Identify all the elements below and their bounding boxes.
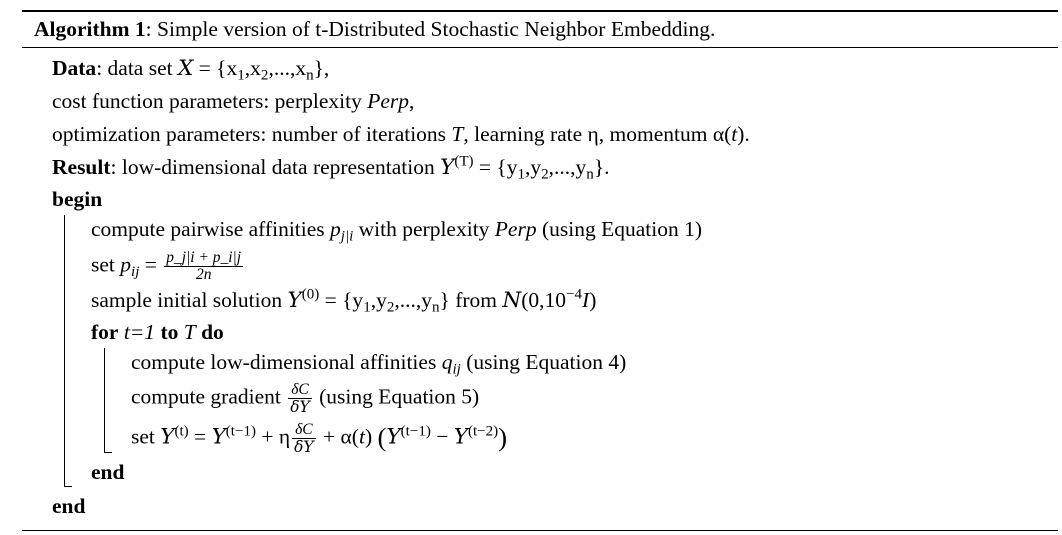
paren: )	[498, 421, 508, 452]
paren: (	[377, 421, 387, 452]
set-body: ,...,x	[268, 56, 307, 80]
end-keyword: end	[52, 494, 86, 518]
set-body: = {y	[473, 155, 518, 179]
t-symbol: t	[731, 122, 738, 146]
set-symbol-x: X	[177, 56, 194, 81]
subscript: n	[306, 67, 314, 84]
optimization-line	[52, 120, 750, 148]
subscript: n	[432, 299, 440, 316]
step-text: )	[589, 288, 597, 312]
set-body: }.	[593, 155, 610, 179]
end-begin-line	[52, 492, 85, 520]
subscript: ij	[131, 264, 140, 281]
top-rule	[22, 10, 1058, 12]
fraction-numerator: p_j|i + p_i|j	[166, 249, 242, 266]
superscript: (t−1)	[225, 423, 256, 440]
superscript: (0)	[301, 286, 320, 303]
end-keyword: end	[91, 460, 125, 484]
N-symbol: N	[502, 288, 522, 313]
caption-rule	[22, 47, 1058, 48]
set-body: ,y	[370, 288, 387, 312]
subscript: j|i	[340, 228, 354, 245]
Y-symbol: Y	[160, 424, 175, 450]
subscript: 1	[237, 67, 245, 84]
Y-symbol: Y	[211, 424, 226, 450]
for-line	[91, 318, 224, 346]
step-text: compute pairwise affinities	[91, 217, 331, 241]
fraction-denominator: δY	[294, 438, 314, 457]
step-text: set	[91, 252, 121, 277]
loop-variable: t=1	[123, 320, 156, 344]
opt-text: , learning rate η, momentum α(	[463, 122, 732, 146]
pij-fraction	[164, 250, 243, 284]
q-symbol: q	[441, 350, 453, 374]
step-update	[131, 421, 508, 457]
step-text: with perplexity	[353, 217, 495, 241]
opt-text: ).	[737, 122, 750, 146]
subscript: ij	[452, 361, 461, 378]
subscript: 2	[541, 166, 549, 183]
p-symbol: p	[330, 217, 341, 241]
perp-symbol: Perp	[367, 89, 410, 113]
subscript: 1	[517, 166, 526, 183]
begin-line	[52, 185, 102, 213]
for-scope-bar	[104, 348, 105, 453]
to-keyword: to	[160, 320, 179, 344]
fraction-denominator: 2n	[195, 266, 212, 284]
data-text: : data set	[96, 56, 178, 80]
Y-symbol: Y	[453, 424, 468, 450]
for-keyword: for	[91, 320, 119, 344]
step-text: )	[364, 424, 373, 449]
I-symbol: I	[582, 288, 590, 312]
begin-keyword: begin	[52, 187, 103, 211]
set-body: = {y	[319, 288, 364, 312]
do-keyword: do	[201, 320, 224, 344]
set-body: ,x	[244, 56, 261, 80]
algorithm-caption	[34, 15, 715, 43]
step-text: (using Equation 1)	[536, 217, 703, 241]
bottom-rule	[22, 530, 1058, 531]
cost-line	[52, 87, 414, 115]
end-for-line	[91, 458, 124, 486]
step-text: (0,10	[521, 288, 567, 312]
data-keyword: Data	[52, 56, 97, 80]
step-compute-low-dim	[131, 348, 626, 376]
algorithm-label: Algorithm 1	[34, 17, 146, 41]
set-body: ,...,y	[548, 155, 587, 179]
fraction-numerator: δC	[292, 422, 316, 439]
cost-text: ,	[409, 89, 415, 113]
equals: =	[188, 424, 212, 449]
p-symbol: p	[120, 252, 132, 277]
subscript: 2	[260, 67, 269, 84]
superscript: (T)	[454, 153, 474, 170]
step-text: sample initial solution	[91, 288, 288, 312]
step-compute-gradient	[131, 381, 480, 417]
Y-symbol: Y	[287, 288, 302, 313]
step-text: compute low-dimensional affinities	[131, 350, 442, 374]
superscript: (t)	[174, 423, 189, 440]
set-body: },	[313, 56, 330, 80]
T-symbol: T	[183, 320, 196, 344]
step-text: (using Equation 4)	[460, 350, 627, 374]
algorithm-title: : Simple version of t-Distributed Stochastic Neighbor Embedding.	[145, 17, 716, 41]
step-text: compute gradient	[131, 384, 287, 409]
set-body: ,...,y	[394, 288, 432, 312]
equals: =	[139, 252, 163, 277]
step-text: −	[430, 424, 454, 449]
step-text: } from	[439, 288, 503, 312]
fraction-numerator: δC	[288, 382, 312, 399]
Y-symbol: Y	[440, 155, 455, 180]
step-text: (using Equation 5)	[313, 384, 480, 409]
scope-tick	[64, 486, 72, 487]
perp-symbol: Perp	[494, 217, 537, 241]
superscript: (t−2)	[467, 423, 499, 440]
result-line	[52, 153, 610, 181]
subscript: n	[586, 166, 594, 183]
superscript: (t−1)	[400, 423, 431, 440]
result-text: : low-dimensional data representation	[110, 155, 441, 179]
step-text: + α(	[317, 424, 359, 449]
set-body: = {x	[193, 56, 238, 80]
T-symbol: T	[451, 122, 464, 146]
opt-text: optimization parameters: number of iterations	[52, 122, 452, 146]
step-text: + η	[255, 424, 291, 449]
set-body: ,y	[525, 155, 542, 179]
data-line	[52, 54, 329, 82]
gradient-fraction	[288, 382, 312, 416]
step-compute-pairwise	[91, 215, 702, 243]
t-symbol: t	[358, 424, 365, 449]
subscript: 2	[386, 299, 395, 316]
step-set-pij	[91, 249, 245, 284]
Y-symbol: Y	[386, 424, 401, 450]
begin-scope-bar	[64, 215, 65, 487]
step-sample-initial	[91, 286, 596, 314]
superscript: −4	[566, 286, 583, 303]
step-text: set	[131, 424, 161, 449]
update-fraction	[292, 422, 316, 456]
scope-tick	[104, 452, 112, 453]
result-keyword: Result	[52, 155, 111, 179]
subscript: 1	[363, 299, 371, 316]
cost-text: cost function parameters: perplexity	[52, 89, 368, 113]
fraction-denominator: δY	[290, 398, 310, 417]
